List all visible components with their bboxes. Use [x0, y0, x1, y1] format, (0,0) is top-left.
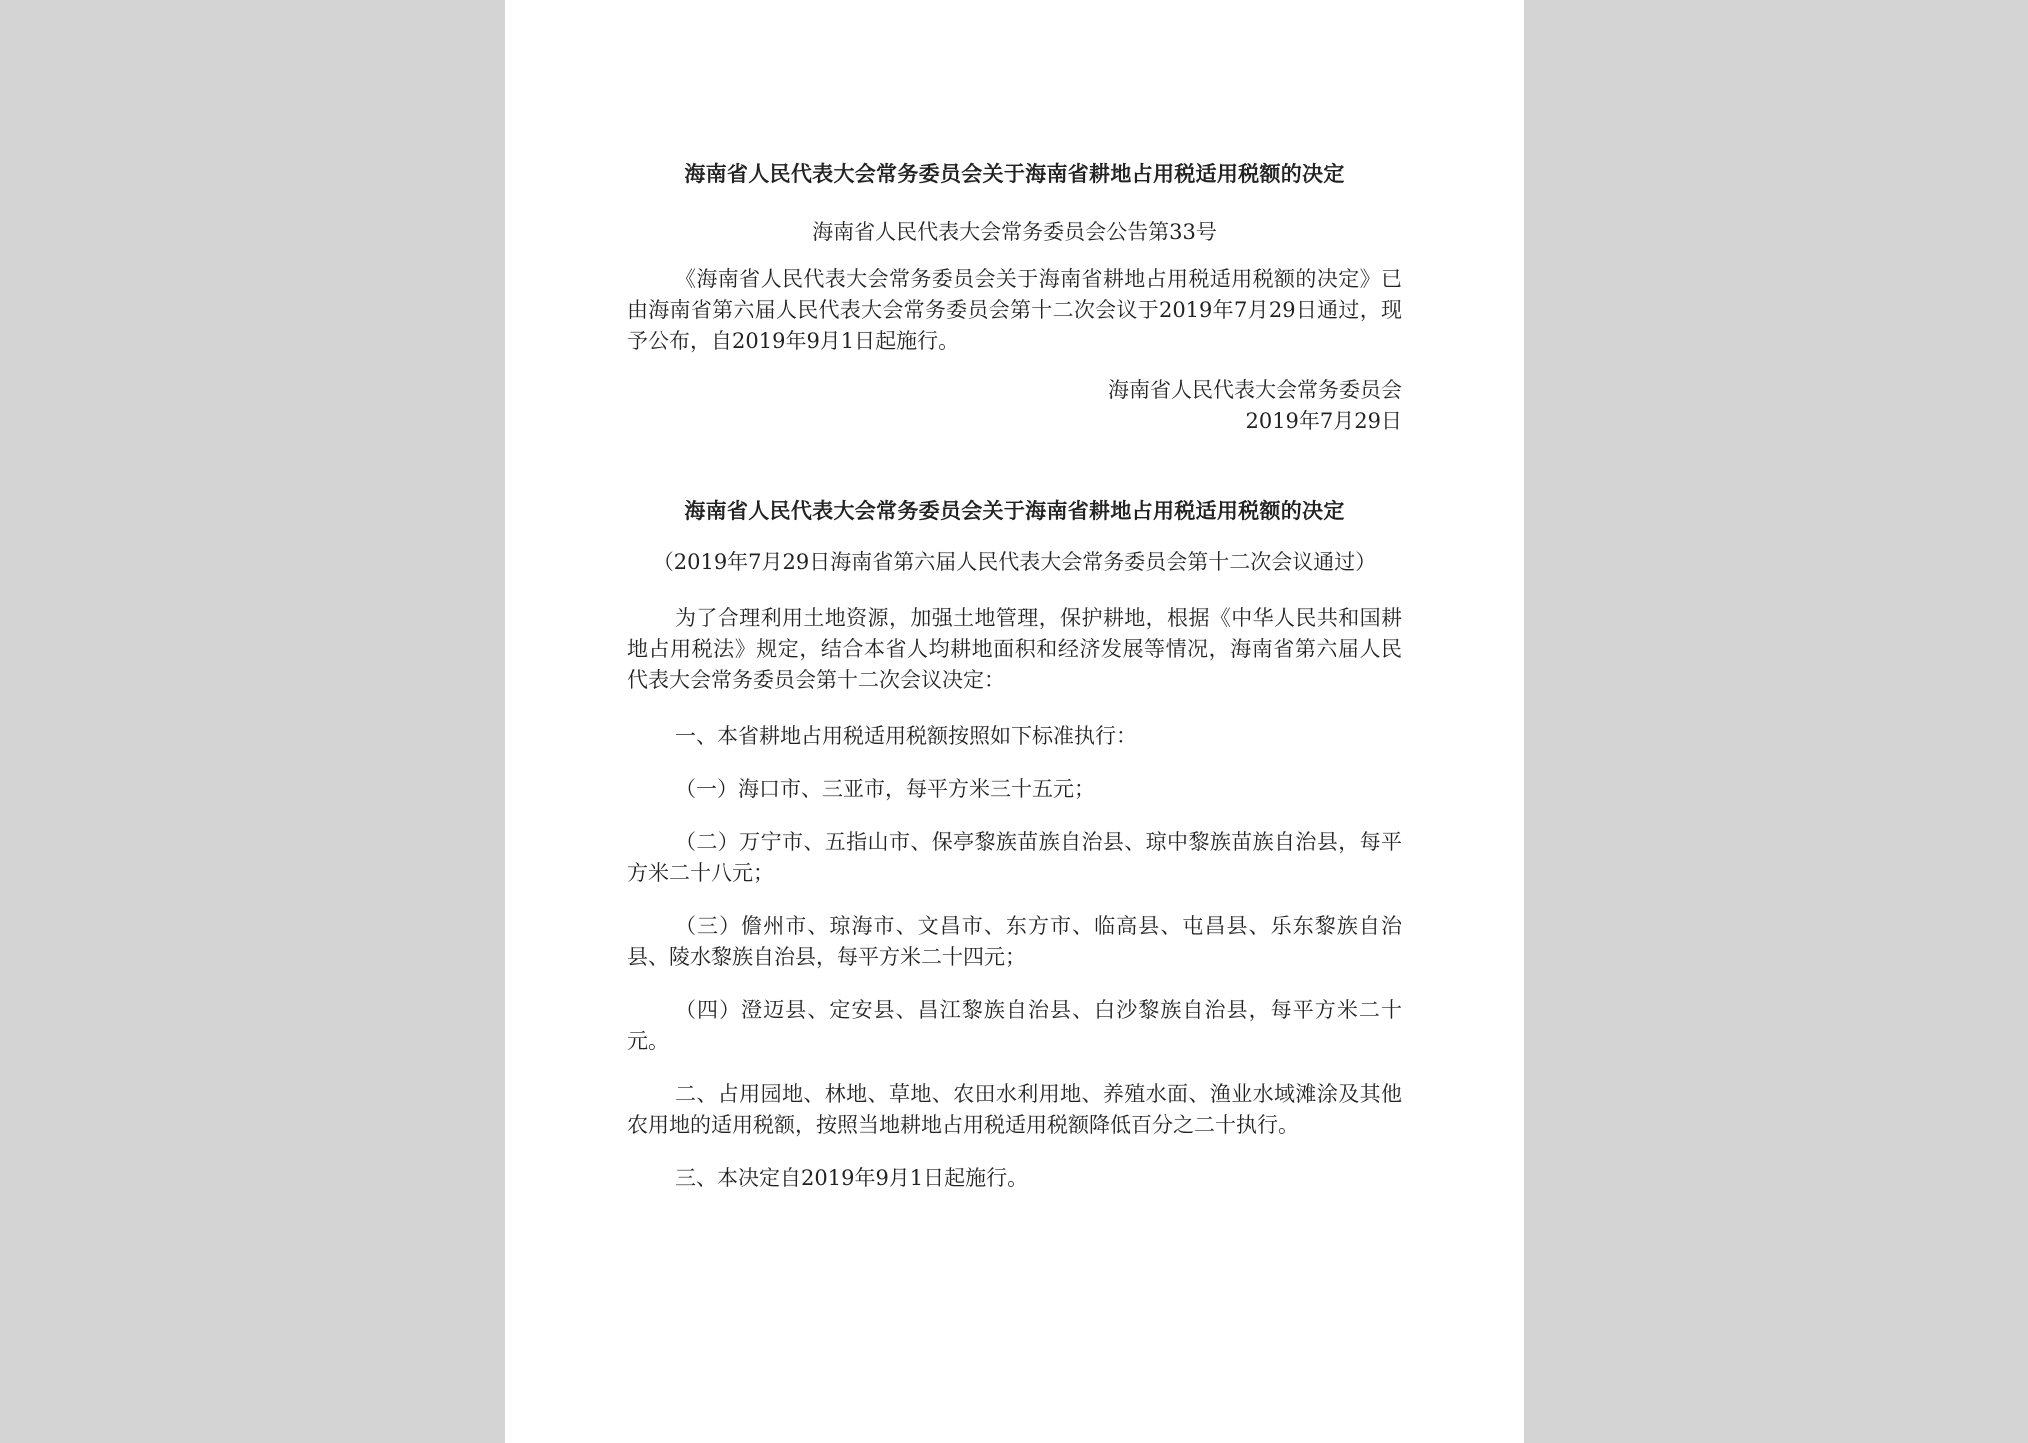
article-1-item: （一）海口市、三亚市，每平方米三十五元； — [675, 777, 1095, 801]
notice-body: 《海南省人民代表大会常务委员会关于海南省耕地占用税适用税额的决定》已由海南省第六届人民代表大会常务委员会第十二次会议于2019年7月29日通过，现予公布，自2019年9月1日起施行。 — [627, 267, 1402, 353]
page-content — [627, 158, 1402, 1194]
signature-date: 2019年7月29日 — [1245, 409, 1402, 433]
decision-title: 海南省人民代表大会常务委员会关于海南省耕地占用税适用税额的决定 — [684, 498, 1345, 523]
article-1-item: （三）儋州市、琼海市、文昌市、东方市、临高县、屯昌县、乐东黎族自治县、陵水黎族自治县，每平方米二十四元； — [627, 914, 1402, 969]
article-1-item: （四）澄迈县、定安县、昌江黎族自治县、白沙黎族自治县，每平方米二十元。 — [627, 998, 1402, 1053]
article-1-item: （二）万宁市、五指山市、保亭黎族苗族自治县、琼中黎族苗族自治县，每平方米二十八元； — [627, 830, 1402, 885]
article-2: 二、占用园地、林地、草地、农田水利用地、养殖水面、渔业水域滩涂及其他农用地的适用税额，按照当地耕地占用税适用税额降低百分之二十执行。 — [627, 1082, 1402, 1137]
document-page — [505, 0, 1524, 1443]
notice-number: 海南省人民代表大会常务委员会公告第33号 — [812, 220, 1217, 244]
notice-title: 海南省人民代表大会常务委员会关于海南省耕地占用税适用税额的决定 — [684, 161, 1345, 186]
article-1: 一、本省耕地占用税适用税额按照如下标准执行： — [675, 724, 1137, 748]
article-3: 三、本决定自2019年9月1日起施行。 — [675, 1166, 1029, 1190]
signature-organization: 海南省人民代表大会常务委员会 — [1108, 378, 1402, 402]
preamble: 为了合理利用土地资源，加强土地管理，保护耕地，根据《中华人民共和国耕地占用税法》规定，结合本省人均耕地面积和经济发展等情况，海南省第六届人民代表大会常务委员会第十二次会议决定： — [627, 606, 1402, 692]
adoption-note: （2019年7月29日海南省第六届人民代表大会常务委员会第十二次会议通过） — [652, 550, 1377, 574]
